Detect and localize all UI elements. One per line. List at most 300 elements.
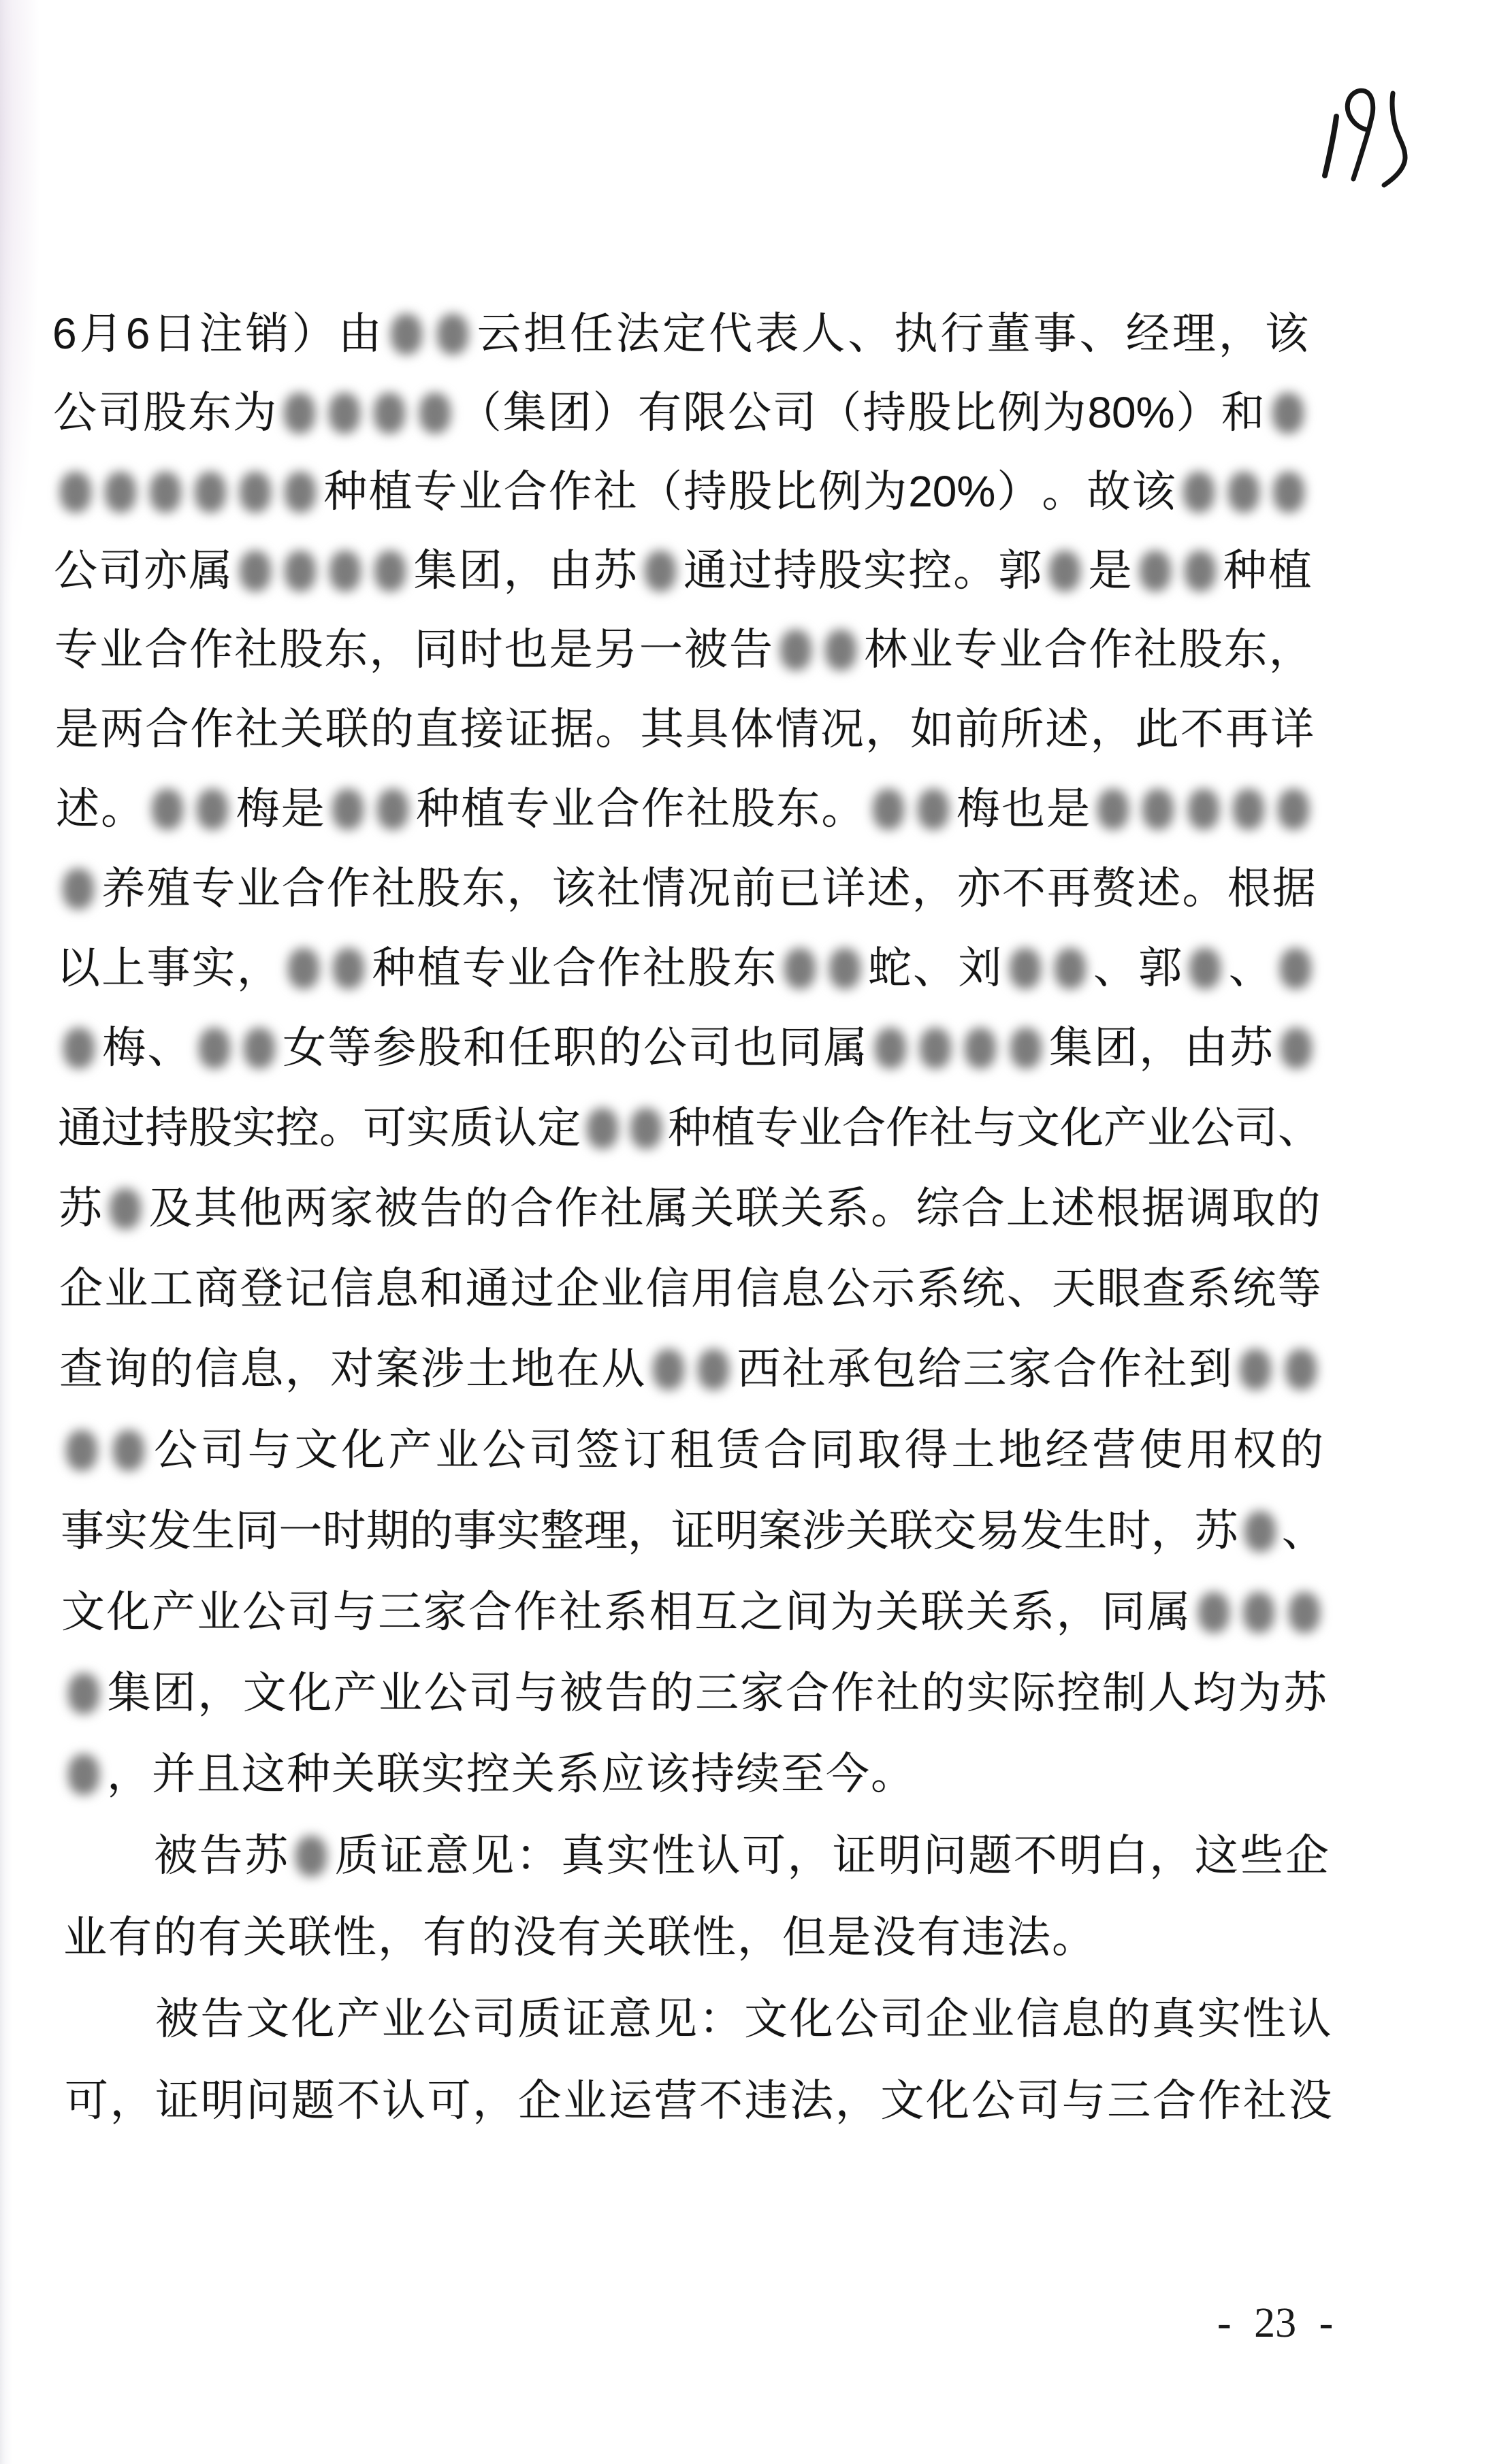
glyph: 。 [871, 1749, 914, 1798]
glyph: 据 [1141, 1184, 1185, 1233]
glyph: 同 [810, 1425, 854, 1474]
glyph: 定 [537, 1103, 581, 1152]
glyph: 用 [690, 1264, 735, 1313]
glyph: 由 [338, 309, 382, 358]
glyph: 是 [1046, 784, 1091, 833]
glyph: 明 [878, 1831, 922, 1880]
glyph: 系 [556, 1749, 600, 1798]
glyph: 、 [913, 943, 957, 992]
glyph: 植 [461, 784, 505, 833]
glyph: ， [285, 1344, 329, 1393]
glyph: 职 [553, 1023, 597, 1072]
glyph: 定 [662, 309, 707, 358]
text-line [61, 1506, 1325, 1555]
glyph: 可 [742, 1831, 786, 1880]
redacted-text [1182, 787, 1225, 830]
glyph: 植 [1268, 546, 1312, 595]
redacted-text [647, 1347, 690, 1391]
glyph: 合 [1052, 1344, 1097, 1393]
glyph: 持 [683, 467, 727, 516]
glyph: 植 [417, 943, 461, 992]
glyph: 涉 [420, 1344, 464, 1393]
glyph: 产 [388, 1425, 432, 1474]
glyph: 续 [736, 1749, 779, 1798]
glyph: 案 [758, 1506, 802, 1555]
glyph: 合 [1152, 2076, 1196, 2125]
glyph: 比 [952, 388, 997, 437]
glyph: 商 [194, 1264, 238, 1313]
glyph: 团 [458, 546, 502, 595]
glyph: 殖 [146, 864, 191, 913]
glyph: 企 [556, 1264, 600, 1313]
glyph: 的 [370, 704, 414, 753]
glyph: 信 [329, 1264, 374, 1313]
glyph: 期 [366, 1506, 410, 1555]
glyph: 被 [154, 1831, 197, 1880]
glyph: 持 [691, 1749, 735, 1798]
glyph: 述 [1137, 864, 1181, 913]
text-line [65, 2076, 1332, 2125]
glyph: 关 [602, 1913, 646, 1962]
glyph: 与 [332, 1587, 376, 1636]
glyph: 。 [821, 784, 865, 833]
glyph: 苏 [244, 1831, 288, 1880]
glyph: 实 [863, 546, 907, 595]
glyph: 合 [842, 1103, 886, 1152]
glyph: 通 [58, 1103, 101, 1152]
glyph: 述 [867, 864, 911, 913]
glyph: 蛇 [867, 943, 912, 992]
glyph: 。 [953, 546, 997, 595]
glyph: ， [1218, 309, 1262, 358]
glyph: 的 [649, 1668, 694, 1717]
glyph: 不 [699, 2076, 743, 2125]
redacted-text [1004, 1026, 1048, 1069]
glyph: 通 [683, 546, 727, 595]
glyph: ， [627, 1506, 671, 1555]
glyph: ， [1056, 1587, 1100, 1636]
glyph: 情 [775, 704, 819, 753]
redacted-text [639, 549, 682, 592]
glyph: 业 [507, 943, 551, 992]
text-line [56, 784, 1315, 833]
glyph: 种 [416, 784, 460, 833]
text-line [57, 1023, 1318, 1072]
glyph: 询 [104, 1344, 148, 1393]
glyph: ， [236, 943, 280, 992]
glyph: 属 [823, 1023, 867, 1072]
glyph: 息 [781, 1264, 825, 1313]
glyph: 等 [327, 1023, 372, 1072]
glyph: 事 [61, 1506, 104, 1555]
glyph: 司 [688, 1023, 733, 1072]
glyph: 企 [925, 1994, 969, 2043]
glyph: 承 [827, 1344, 871, 1393]
glyph: 业 [999, 625, 1043, 674]
glyph: 的 [598, 1023, 642, 1072]
glyph: 统 [961, 1264, 1006, 1313]
redacted-text [234, 549, 277, 592]
glyph: 的 [468, 1913, 511, 1962]
glyph: 、 [1228, 943, 1272, 992]
glyph: 月 [79, 309, 123, 358]
glyph: 根 [1227, 864, 1271, 913]
glyph: 过 [510, 1264, 554, 1313]
glyph: 被 [559, 1668, 603, 1717]
redacted-text [867, 787, 910, 830]
glyph: 限 [682, 388, 726, 437]
glyph: 参 [372, 1023, 417, 1072]
glyph: 化 [291, 1994, 335, 2043]
glyph: 团 [1094, 1023, 1138, 1072]
redacted-text [323, 549, 367, 592]
glyph: ， [107, 1749, 150, 1798]
glyph: 上 [101, 943, 146, 992]
redacted-text [278, 470, 322, 513]
glyph: 代 [709, 309, 753, 358]
glyph: 任 [569, 309, 613, 358]
glyph: 司 [529, 1425, 573, 1474]
glyph: 信 [645, 1264, 690, 1313]
glyph: 调 [1187, 1184, 1231, 1233]
glyph: 种 [1223, 546, 1267, 595]
glyph: 、 [147, 1023, 191, 1072]
glyph: 司 [1016, 2076, 1061, 2125]
glyph: 合 [509, 1184, 553, 1233]
glyph: 告 [605, 1668, 649, 1717]
redacted-text [1043, 549, 1087, 592]
glyph: 不 [1013, 1831, 1057, 1880]
glyph: 意 [425, 1831, 469, 1880]
glyph: 文 [242, 1668, 287, 1717]
glyph: 股 [731, 784, 775, 833]
glyph: 社 [235, 704, 279, 753]
glyph: 述 [1045, 704, 1089, 753]
glyph: 化 [789, 1994, 833, 2043]
redacted-text [912, 787, 955, 830]
redacted-text [278, 549, 322, 592]
glyph: 业 [909, 625, 953, 674]
text-line [59, 1344, 1323, 1393]
glyph: 查 [59, 1344, 103, 1393]
glyph: 种 [668, 1103, 711, 1152]
glyph: 述 [56, 784, 99, 833]
glyph: 并 [152, 1749, 195, 1798]
glyph: 公 [727, 388, 771, 437]
glyph: 与 [514, 1668, 558, 1717]
glyph: 属 [1146, 1587, 1191, 1636]
glyph: 销 [245, 309, 289, 358]
glyph: 合 [145, 704, 189, 753]
glyph: 合 [763, 1425, 807, 1474]
glyph: 关 [965, 1587, 1010, 1636]
glyph: 其 [640, 704, 684, 753]
glyph: 生 [1063, 1506, 1108, 1555]
glyph: 苏 [1283, 1668, 1327, 1717]
redacted-text [778, 946, 822, 990]
glyph: 、 [1281, 1506, 1325, 1555]
redacted-text [1283, 1590, 1326, 1634]
glyph: 关 [280, 704, 324, 753]
glyph: 团 [152, 1668, 196, 1717]
glyph: 联 [288, 1913, 332, 1962]
text-line [54, 625, 1313, 674]
redacted-text [193, 1026, 236, 1069]
glyph: 时 [459, 625, 503, 674]
redacted-text [959, 1026, 1002, 1069]
glyph: 司 [472, 1994, 516, 2043]
glyph: 家 [740, 1668, 784, 1717]
glyph: 但 [782, 1913, 826, 1962]
glyph: 文 [1016, 1103, 1060, 1152]
glyph: 均 [1192, 1668, 1236, 1717]
glyph: 为 [233, 388, 277, 437]
glyph: 专 [506, 784, 550, 833]
glyph: 联 [889, 1506, 933, 1555]
glyph: 持 [145, 1103, 189, 1152]
glyph: 公 [482, 1425, 526, 1474]
glyph: 作 [886, 1103, 929, 1152]
glyph: 有 [423, 1913, 466, 1962]
glyph: 联 [376, 1749, 420, 1798]
glyph: 没 [513, 1913, 556, 1962]
glyph: 作 [1089, 625, 1133, 674]
glyph: 有 [558, 1913, 601, 1962]
glyph: 股 [417, 864, 461, 913]
glyph: 作 [1197, 2076, 1242, 2125]
glyph: 是 [280, 784, 325, 833]
glyph: 作 [190, 704, 234, 753]
glyph: 亦 [144, 546, 188, 595]
glyph: 易 [976, 1506, 1020, 1555]
glyph: 据 [550, 704, 594, 753]
glyph: 20% [908, 467, 996, 516]
glyph: 东 [324, 625, 368, 674]
glyph: 公 [1191, 1103, 1234, 1152]
glyph: 得 [904, 1425, 948, 1474]
glyph: 见 [654, 1994, 698, 2043]
glyph: 东 [1223, 625, 1268, 674]
glyph: 司 [200, 1425, 244, 1474]
glyph: 与 [1061, 2076, 1106, 2125]
glyph: 过 [101, 1103, 145, 1152]
glyph: 。 [1182, 864, 1226, 913]
glyph: 取 [1232, 1184, 1276, 1233]
glyph: 制 [1102, 1668, 1146, 1717]
redacted-text [60, 1428, 103, 1472]
glyph: 发 [148, 1506, 192, 1555]
text-line [60, 1425, 1323, 1474]
redacted-text [326, 787, 370, 830]
glyph: 关 [243, 1913, 287, 1962]
glyph: ， [1268, 625, 1313, 674]
glyph: 专 [413, 467, 457, 516]
glyph: 家 [423, 1587, 467, 1636]
glyph: ， [378, 1913, 421, 1962]
glyph: 关 [332, 1749, 375, 1798]
glyph: 述 [1051, 1184, 1095, 1233]
glyph: 产 [1104, 1103, 1147, 1152]
glyph: 为 [1238, 1668, 1282, 1717]
redacted-text [1267, 470, 1311, 513]
redacted-text [914, 1026, 957, 1069]
glyph: 社 [1143, 1344, 1187, 1393]
glyph: ， [1149, 1831, 1193, 1880]
redacted-text [107, 1428, 150, 1472]
glyph: 联 [325, 704, 369, 753]
glyph: 关 [511, 1749, 555, 1798]
glyph: 关 [690, 1184, 734, 1233]
redacted-text [1178, 549, 1222, 592]
glyph: 合 [281, 864, 325, 913]
glyph: 司 [98, 388, 142, 437]
glyph: 植 [368, 467, 413, 516]
glyph: 专 [462, 943, 506, 992]
glyph: ） [291, 309, 336, 358]
glyph: 取 [857, 1425, 901, 1474]
glyph: 业 [600, 1264, 645, 1313]
glyph: 公 [643, 1023, 687, 1072]
redacted-text [57, 866, 100, 910]
glyph: 业 [381, 1994, 425, 2043]
glyph: （ [457, 388, 502, 437]
glyph: 和 [462, 1023, 507, 1072]
glyph: 社 [929, 1103, 973, 1152]
glyph: 综 [916, 1184, 960, 1233]
glyph: 再 [1225, 704, 1269, 753]
glyph: 且 [197, 1749, 240, 1798]
glyph: 股 [907, 388, 952, 437]
glyph: 理 [583, 1506, 628, 1555]
glyph: 同 [778, 1023, 822, 1072]
glyph: 作 [831, 1668, 875, 1717]
glyph: 等 [1277, 1264, 1321, 1313]
glyph: 该 [1131, 467, 1176, 516]
glyph: 80% [1087, 388, 1175, 437]
glyph: 该 [551, 864, 596, 913]
glyph: 社 [1243, 2076, 1287, 2125]
glyph: 合 [144, 625, 189, 674]
glyph: 真 [1152, 1994, 1196, 2043]
glyph: 实 [496, 1506, 541, 1555]
glyph: 文 [880, 2076, 925, 2125]
glyph: ） [1176, 388, 1220, 437]
glyph: 给 [917, 1344, 961, 1393]
glyph: 合 [503, 467, 547, 516]
glyph: 有 [198, 1913, 242, 1962]
glyph: 社 [875, 1668, 920, 1717]
glyph: 见 [470, 1831, 515, 1880]
glyph: 股 [279, 625, 323, 674]
text-line [63, 1831, 1329, 1880]
glyph: 专 [954, 625, 998, 674]
glyph: 过 [728, 546, 772, 595]
glyph: （ [818, 388, 862, 437]
glyph: 天 [1052, 1264, 1096, 1313]
glyph: 作 [597, 943, 641, 992]
glyph: 属 [645, 1184, 689, 1233]
redacted-text [774, 628, 818, 671]
glyph: 家 [329, 1184, 373, 1233]
glyph: 认 [382, 2076, 426, 2125]
text-line [54, 467, 1311, 516]
glyph: 社 [600, 1184, 644, 1233]
glyph: 今 [826, 1749, 869, 1798]
text-line [59, 1264, 1321, 1313]
glyph: 眼 [1097, 1264, 1141, 1313]
glyph: 赁 [716, 1425, 760, 1474]
glyph: 由 [548, 546, 592, 595]
glyph: 证 [505, 704, 549, 753]
glyph: 据 [1272, 864, 1316, 913]
glyph: 集 [107, 1668, 151, 1717]
glyph: 社 [371, 864, 415, 913]
glyph: 质 [450, 1103, 494, 1152]
glyph: 息 [240, 1344, 284, 1393]
glyph: 白 [1104, 1831, 1148, 1880]
glyph: 质 [334, 1831, 379, 1880]
glyph: 证 [562, 1994, 607, 2043]
redacted-text [238, 1026, 281, 1069]
glyph: 使 [1139, 1425, 1183, 1474]
glyph: 公 [153, 1425, 197, 1474]
glyph: 表 [755, 309, 799, 358]
glyph: 由 [1184, 1023, 1228, 1072]
glyph: 一 [278, 1506, 323, 1555]
glyph: 意 [608, 1994, 652, 2043]
glyph: 系 [1187, 1264, 1232, 1313]
glyph: 问 [922, 1831, 967, 1880]
glyph: 业 [104, 1264, 148, 1313]
glyph: 系 [604, 1587, 648, 1636]
redacted-text [62, 1671, 106, 1715]
glyph: 到 [1188, 1344, 1232, 1393]
glyph: 社 [686, 784, 730, 833]
glyph: 此 [1135, 704, 1179, 753]
glyph: 告 [419, 1184, 464, 1233]
glyph: ） [592, 388, 637, 437]
glyph: 司 [773, 388, 816, 437]
glyph: 通 [465, 1264, 509, 1313]
glyph: 业 [99, 625, 144, 674]
glyph: 理 [1172, 309, 1216, 358]
redacted-text [62, 1752, 106, 1796]
glyph: 郭 [1138, 943, 1183, 992]
glyph: 化 [925, 2076, 969, 2125]
glyph: 公 [427, 1994, 471, 2043]
glyph: 社 [558, 1587, 602, 1636]
glyph: 同 [235, 1506, 279, 1555]
glyph: 业 [563, 2076, 607, 2125]
glyph: 、 [1278, 1103, 1321, 1152]
text-line [63, 1913, 1330, 1962]
glyph: 集 [502, 388, 547, 437]
glyph: 股 [143, 388, 187, 437]
glyph: 公 [826, 1264, 870, 1313]
glyph: 的 [464, 1184, 509, 1233]
redacted-text [1048, 946, 1092, 990]
glyph: 实 [191, 943, 236, 992]
glyph: 地 [998, 1425, 1042, 1474]
glyph: 以 [57, 943, 100, 992]
glyph: 可 [427, 2076, 471, 2125]
glyph: 证 [833, 1831, 877, 1880]
glyph: 是 [55, 704, 99, 753]
redacted-text [1222, 470, 1266, 513]
glyph: 团 [547, 388, 592, 437]
glyph: 文 [246, 1994, 290, 2043]
glyph: 的 [1106, 1994, 1151, 2043]
